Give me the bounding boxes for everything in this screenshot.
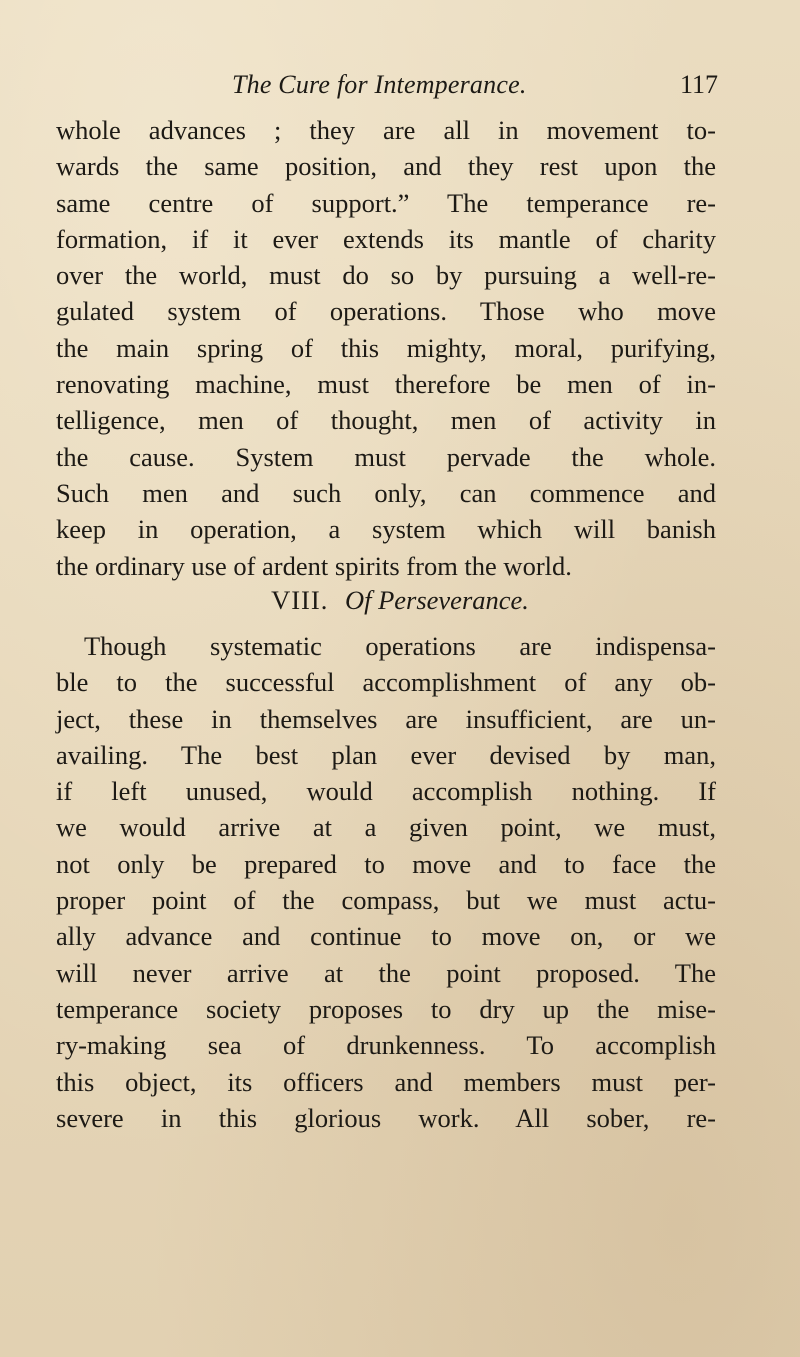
text-line: ally advance and continue to move on, or we — [56, 921, 716, 952]
text-line: availing. The best plan ever devised by man, — [56, 739, 716, 770]
paragraph-2 — [56, 628, 716, 1136]
running-head — [0, 68, 800, 102]
text-line: telligence, men of thought, men of activity in — [56, 405, 716, 436]
text-line: the main spring of this mighty, moral, purifying, — [56, 332, 716, 363]
text-line: over the world, must do so by pursuing a well-re- — [56, 260, 716, 291]
text-line: gulated system of operations. Those who move — [56, 296, 716, 327]
text-line: the cause. System must pervade the whole. — [56, 441, 716, 472]
text-line: Such men and such only, can commence and — [56, 477, 716, 508]
text-line: keep in operation, a system which will banish — [56, 514, 716, 545]
text-line: ble to the successful accomplishment of any ob- — [56, 667, 716, 698]
text-line: we would arrive at a given point, we must, — [56, 812, 716, 843]
text-line: whole advances ; they are all in movement to- — [56, 115, 716, 145]
text-line: ject, these in themselves are insufficient, are un- — [56, 703, 716, 734]
section-title: Of Perseverance. — [344, 585, 529, 615]
text-line: will never arrive at the point proposed. The — [56, 957, 716, 988]
text-line: proper point of the compass, but we must actu- — [56, 885, 716, 916]
text-line: the ordinary use of ardent spirits from the world. — [56, 550, 572, 581]
text-line: formation, if it ever extends its mantle of charity — [56, 223, 716, 254]
page-number: 117 — [680, 70, 719, 99]
running-title: The Cure for Intemperance. — [232, 70, 527, 99]
text-line: wards the same position, and they rest upon the — [56, 151, 716, 182]
text-line: this object, its officers and members must per- — [56, 1066, 716, 1097]
text-line: if left unused, would accomplish nothing. If — [56, 776, 716, 807]
section-heading — [0, 580, 800, 620]
text-line: severe in this glorious work. All sober, re- — [56, 1102, 716, 1133]
text-line: same centre of support.” The temperance re- — [56, 187, 716, 218]
text-line: Though systematic operations are indispensa- — [84, 631, 716, 661]
text-line: temperance society proposes to dry up the mise- — [56, 993, 716, 1024]
paragraph-1 — [56, 112, 716, 584]
text-line: renovating machine, must therefore be men of in- — [56, 369, 716, 400]
text-line: ry-making sea of drunkenness. To accomplish — [56, 1030, 716, 1061]
text-line: not only be prepared to move and to face the — [56, 848, 716, 879]
section-numeral: VIII. — [271, 585, 329, 615]
